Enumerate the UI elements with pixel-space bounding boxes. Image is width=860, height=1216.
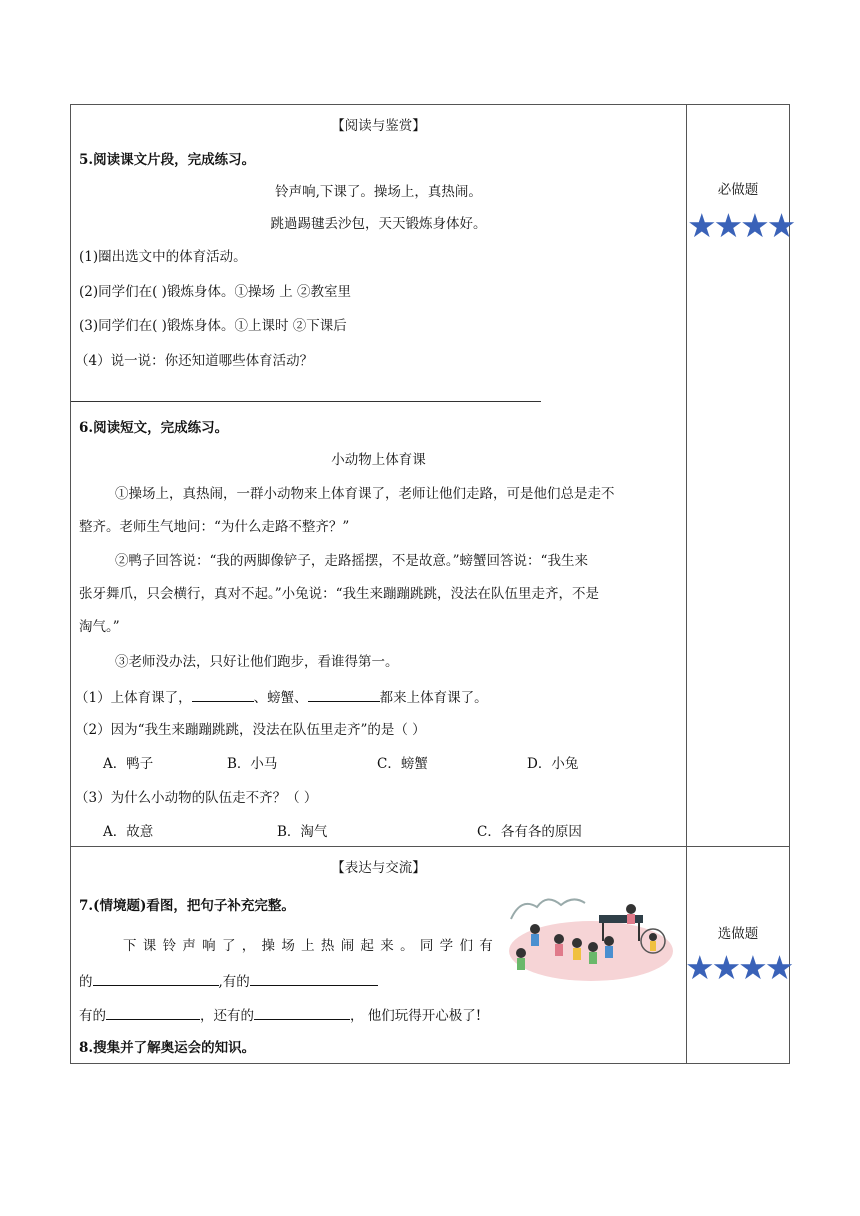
option-b[interactable]: B．淘气 <box>277 824 328 840</box>
q7-line-2 <box>79 971 378 991</box>
blank-field[interactable] <box>254 1005 350 1020</box>
option-a[interactable]: A．故意 <box>103 824 154 840</box>
question-6-title: 6.阅读短文，完成练习。 <box>79 420 229 436</box>
blank-field[interactable] <box>250 971 378 986</box>
q5-sub-4: （4）说一说：你还知道哪些体育活动？ <box>75 353 314 369</box>
q5-sub-1: (1)圈出选文中的体育活动。 <box>79 249 247 265</box>
q7-instruction: (情境题)看图，把句子补充完整。 <box>93 898 295 914</box>
option-d[interactable]: D．小兔 <box>527 756 579 772</box>
row-divider <box>71 846 789 847</box>
question-7-title <box>79 897 295 915</box>
blank-field[interactable] <box>106 1005 200 1020</box>
q7-line-1: 下 课 铃 声 响 了 ， 操 场 上 热 闹 起 来 。 同 学 们 有 <box>123 938 494 954</box>
q6-sub-3: （3）为什么小动物的队伍走不齐？（ ） <box>75 790 318 806</box>
option-c[interactable]: C．各有各的原因 <box>477 824 582 840</box>
q7-l3-prefix: 有的 <box>79 1008 106 1024</box>
q6-s1-suffix: 都来上体育课了。 <box>379 690 488 706</box>
question-8: 8.搜集并了解奥运会的知识。 <box>79 1040 256 1056</box>
q7-l2-middle: ,有的 <box>218 974 250 990</box>
star-rating-icon: ★★★★ <box>685 948 792 987</box>
story-p1-line2: 整齐。老师生气地问：“为什么走路不整齐？” <box>79 519 350 535</box>
q6-sub-1 <box>75 687 488 707</box>
answer-line <box>71 401 541 402</box>
section-header-expression: 【表达与交流】 <box>331 860 426 876</box>
worksheet-table <box>70 104 794 1064</box>
question-5-title: 5.阅读课文片段，完成练习。 <box>79 152 256 168</box>
story-p2-line3: 淘气。” <box>79 619 120 635</box>
required-label: 必做题 <box>717 182 759 198</box>
poem-line-2: 跳過踢毽丢沙包，天天锻炼身体好。 <box>270 216 487 232</box>
q7-l3-suffix: ， 他们玩得开心极了! <box>350 1008 482 1024</box>
q6-sub-2: （2）因为“我生来蹦蹦跳跳，没法在队伍里走齐”的是（ ） <box>75 722 426 738</box>
q6-s1-middle: 、螃蟹、 <box>253 690 308 706</box>
blank-field[interactable] <box>192 687 254 702</box>
story-p2-line1: ②鸭子回答说：“我的两脚像铲子，走路摇摆，不是故意。”螃蟹回答说：“我生来 <box>115 553 588 569</box>
q7-line-3 <box>79 1005 481 1025</box>
optional-label: 选做题 <box>717 926 759 942</box>
children-playing-illustration <box>501 889 673 983</box>
q7-l2-prefix: 的 <box>79 974 93 990</box>
story-title: 小动物上体育课 <box>331 452 426 468</box>
column-divider <box>686 105 687 1063</box>
option-a[interactable]: A．鸭子 <box>103 756 154 772</box>
section-header-reading: 【阅读与鉴赏】 <box>331 118 426 134</box>
q7-number: 7. <box>79 898 94 914</box>
option-c[interactable]: C．螃蟹 <box>377 756 428 772</box>
q5-sub-2: (2)同学们在( )锻炼身体。①操场 上 ②教室里 <box>79 284 352 300</box>
q6-s1-prefix: （1）上体育课了， <box>75 690 192 706</box>
q7-l3-middle: ，还有的 <box>200 1008 254 1024</box>
star-rating-icon: ★★★★ <box>687 206 794 245</box>
story-p1-line1: ①操场上，真热闹，一群小动物来上体育课了，老师让他们走路，可是他们总是走不 <box>115 486 615 502</box>
poem-line-1: 铃声响,下课了。操场上，真热闹。 <box>275 184 482 200</box>
story-p2-line2: 张牙舞爪，只会横行，真对不起。”小兔说：“我生来蹦蹦跳跳，没法在队伍里走齐，不是 <box>79 586 600 602</box>
blank-field[interactable] <box>93 971 219 986</box>
story-p3: ③老师没办法，只好让他们跑步，看谁得第一。 <box>115 654 399 670</box>
option-b[interactable]: B．小马 <box>227 756 278 772</box>
q5-sub-3: (3)同学们在( )锻炼身体。①上课时 ②下课后 <box>79 318 347 334</box>
blank-field[interactable] <box>308 687 380 702</box>
